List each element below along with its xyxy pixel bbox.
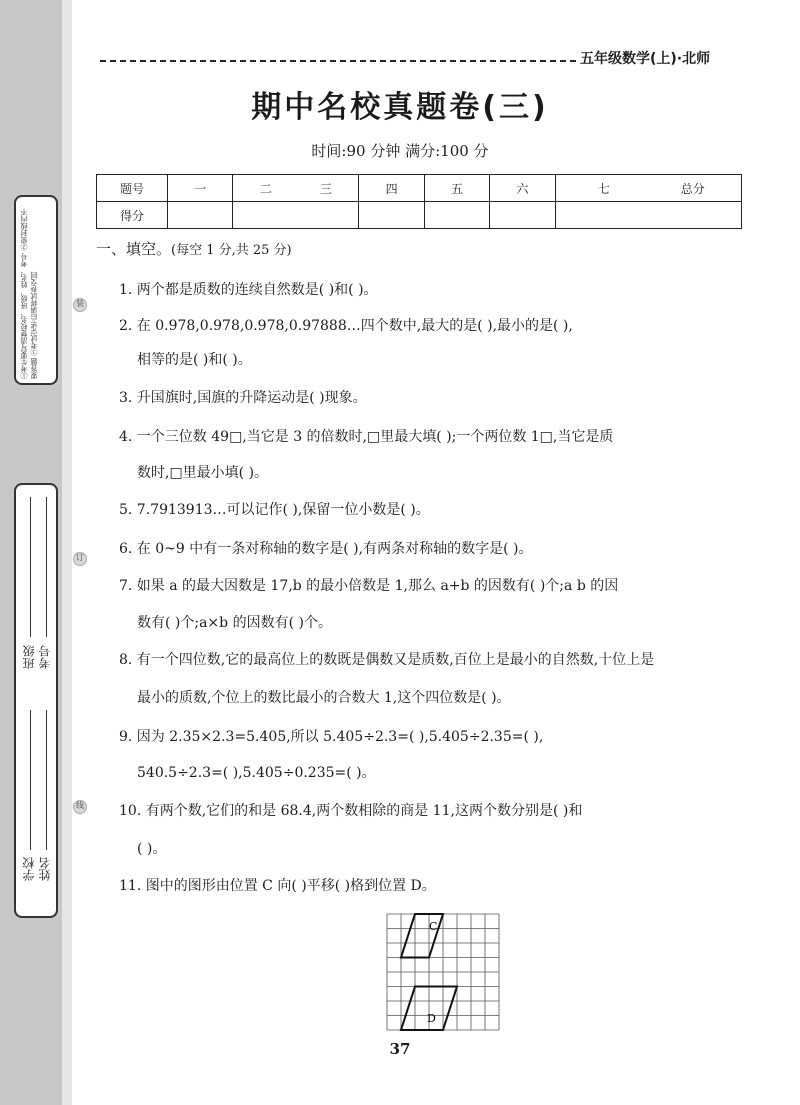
exam-notes-text: ①考生要写清楚校名、班级、姓名、考号 ②密封线内不要答题 ③考试完毕后请将试卷交回 <box>20 208 38 379</box>
question-10-continued: ( )。 <box>137 841 167 857</box>
score-table-cell: 得分 <box>97 202 168 229</box>
page-number: 37 <box>389 1040 411 1058</box>
exam-notes-box <box>14 195 58 385</box>
score-table-cell: 一 <box>168 175 233 202</box>
header-dashed-line <box>100 60 576 62</box>
label-c: C <box>429 920 438 933</box>
score-table-cell: 五 <box>424 175 489 202</box>
school-label: 学校 <box>22 857 36 881</box>
grid-lines <box>387 914 499 1030</box>
binding-hole: 装 <box>73 298 87 312</box>
label-d: D <box>427 1012 436 1025</box>
question-11: 11. 图中的图形由位置 C 向( )平移( )格到位置 D。 <box>119 878 436 894</box>
exam-time-and-score: 时间:90 分钟 满分:100 分 <box>311 142 489 160</box>
question-9-continued: 540.5÷2.3=( ),5.405÷0.235=( )。 <box>137 765 376 781</box>
question-4-continued: 数时,□里最小填( )。 <box>137 465 269 481</box>
question-1: 1. 两个都是质数的连续自然数是( )和( )。 <box>119 282 378 298</box>
exam-id-label: 考号 <box>38 645 52 669</box>
question-5: 5. 7.7913913…可以记作( ),保留一位小数是( )。 <box>119 502 430 518</box>
question-8: 8. 有一个四位数,它的最高位上的数既是偶数又是质数,百位上是最小的自然数,十位上是 <box>119 652 655 668</box>
question-2: 2. 在 0.978,0.978,0.978,0.97888…四个数中,最大的是( ),最小的是( ), <box>119 318 573 334</box>
score-table-cell: 四 <box>359 175 424 202</box>
exam-id-field-line[interactable] <box>46 497 47 637</box>
score-table-cell: 七 总分 <box>555 175 741 202</box>
binding-hole: 订 <box>73 552 87 566</box>
question-7: 7. 如果 a 的最大因数是 17,b 的最小倍数是 1,那么 a+b 的因数有( )个;a b 的因 <box>119 578 619 594</box>
name-field-line[interactable] <box>46 710 47 850</box>
score-table-cell: 二 三 <box>233 175 359 202</box>
school-field-line[interactable] <box>30 710 31 850</box>
binding-edge <box>62 0 72 1105</box>
page-title: 期中名校真题卷(三) <box>251 90 549 125</box>
score-table-cell: 题号 <box>97 175 168 202</box>
section-heading: 一、填空。(每空 1 分,共 25 分) <box>96 240 292 258</box>
score-cell[interactable] <box>555 202 741 229</box>
question-10: 10. 有两个数,它们的和是 68.4,两个数相除的商是 11,这两个数分别是( )和 <box>119 803 583 819</box>
score-table-score-row <box>97 202 742 229</box>
score-table-cell: 六 <box>490 175 555 202</box>
question-2-continued: 相等的是( )和( )。 <box>137 352 252 368</box>
binding-hole: 线 <box>73 800 87 814</box>
score-cell[interactable] <box>424 202 489 229</box>
question-6: 6. 在 0~9 中有一条对称轴的数字是( ),有两条对称轴的数字是( )。 <box>119 541 533 557</box>
question-8-continued: 最小的质数,个位上的数比最小的合数大 1,这个四位数是( )。 <box>137 690 511 706</box>
question-4: 4. 一个三位数 49□,当它是 3 的倍数时,□里最大填( );一个两位数 1□,当它是质 <box>119 429 614 445</box>
score-cell[interactable] <box>359 202 424 229</box>
question-9: 9. 因为 2.35×2.3=5.405,所以 5.405÷2.3=( ),5.405÷2.35=( ), <box>119 729 544 745</box>
score-table <box>96 174 742 229</box>
class-field-line[interactable] <box>30 497 31 637</box>
score-table-header-row <box>97 175 742 202</box>
student-info-box <box>14 483 58 918</box>
question-3: 3. 升国旗时,国旗的升降运动是( )现象。 <box>119 390 367 406</box>
series-label: 五年级数学(上)·北师 <box>580 51 711 67</box>
score-cell[interactable] <box>233 202 359 229</box>
class-label: 班级 <box>22 645 36 669</box>
score-cell[interactable] <box>168 202 233 229</box>
score-cell[interactable] <box>490 202 555 229</box>
translation-grid-figure <box>386 913 500 1033</box>
name-label: 姓名 <box>38 857 52 881</box>
question-7-continued: 数有( )个;a×b 的因数有( )个。 <box>137 615 332 631</box>
